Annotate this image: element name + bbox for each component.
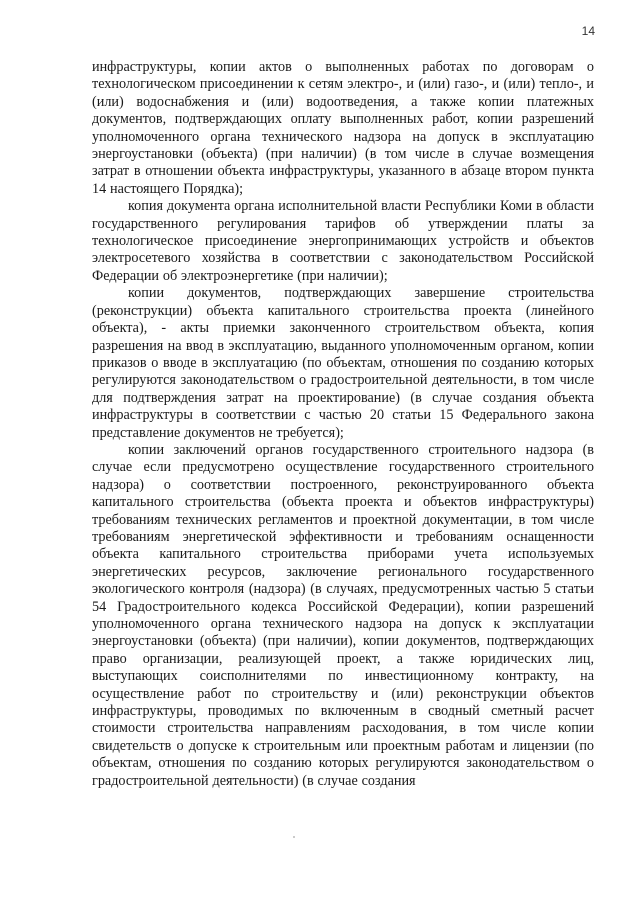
paragraph-tariff-decision-copy: копия документа органа исполнительной власти Республики Коми в области государственного регулирования тарифов об утверждении платы за технологическое присоединение энергопринимающих устройств и объектов электросетевого хозяйства в соответствии с законодательством Российской Федерации об электроэнергетике (при наличии); [92, 198, 594, 284]
paragraph-construction-supervision-conclusions: копии заключений органов государственного строительного надзора (в случае если предусмотрено осуществление государственного строительного надзора) о соответствии построенного, реконструированного объекта капитального строительства (объекта проекта и объектов инфраструктуры) требованиям технических регламентов и проектной документации, в том числе требованиям энергетической эффективности и требованиям оснащенности объекта капитального строительства приборами учета используемых энергетических ресурсов, заключение регионального государственного экологического контроля (надзора) (в случаях, предусмотренных частью 5 статьи 54 Градостроительного кодекса Российской Федерации), копии разрешений уполномоченного органа технического надзора на допуск к эксплуатации энергоустановки (объекта) (при наличии), копии документов, подтверждающих право организации, реализующей проект, а также юридических лиц, выступающих соисполнителями по инвестиционному контракту, на осуществление работ по строительству и (или) реконструкции объектов инфраструктуры, проводимых по включенным в сводный сметный расчет стоимости строительства направлениям расходования, в том числе копии свидетельств о допуске к строительным или проектным работам и лицензии (по объектам, отношения по созданию которых регулируются законодательством о градостроительной деятельности) (в случае создания [92, 441, 594, 789]
paragraph-construction-completion-documents: копии документов, подтверждающих завершение строительства (реконструкции) объекта капитального строительства проекта (линейного объекта), - акты приемки законченного строительством объекта, копия разрешения на ввод в эксплуатацию, выданного уполномоченным органом, копии приказов о вводе в эксплуатацию (по объектам, отношения по созданию которых регулируются законодательством о градостроительной деятельности, в том числе для подтверждения затрат на проектирование) (в случае создания объекта инфраструктуры в соответствии с частью 20 статьи 15 Федерального закона представление документов не требуется); [92, 285, 594, 441]
page-number: 14 [581, 24, 595, 38]
paragraph-continuation: инфраструктуры, копии актов о выполненных работах по договорам о технологическом присоединении к сетям электро-, и (или) газо-, и (или) тепло-, и (или) водоснабжения и (или) водоотведения, а также копии платежных документов, подтверждающих оплату выполненных работ, копии разрешений уполномоченного органа технического надзора на допуск в эксплуатацию энергоустановки (объекта) (при наличии) (в том числе в случае возмещения затрат в отношении объекта инфраструктуры, указанного в абзаце втором пункта 14 настоящего Порядка); [92, 59, 594, 197]
document-body [92, 59, 594, 790]
scan-artifact-dot [293, 836, 295, 838]
